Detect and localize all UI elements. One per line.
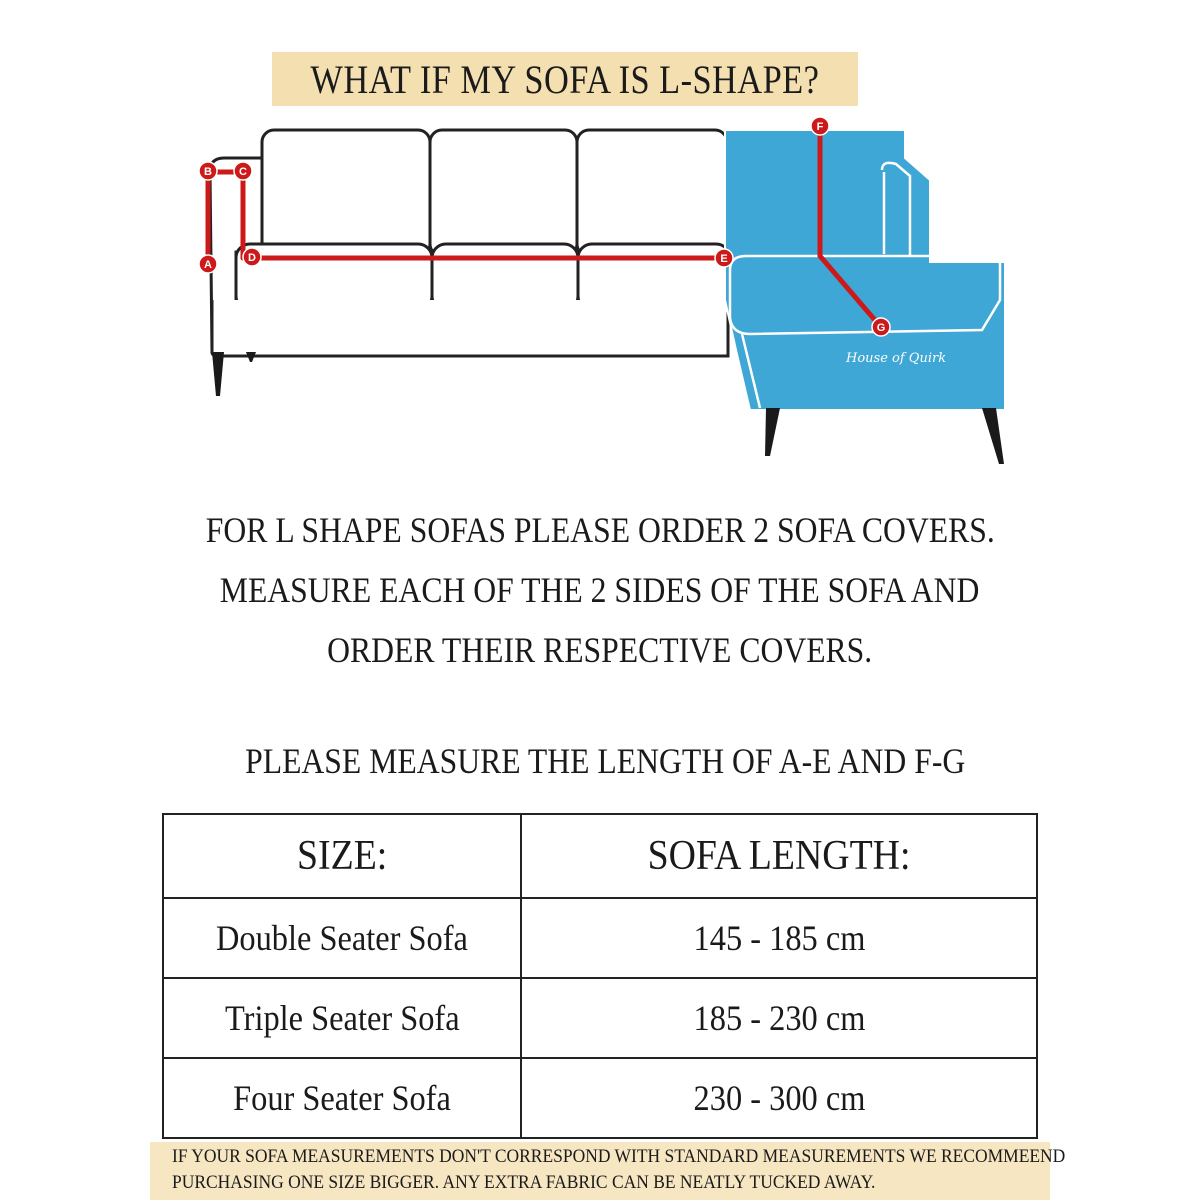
page-title: WHAT IF MY SOFA IS L-SHAPE? [310, 56, 820, 102]
point-d [243, 248, 261, 266]
instruction-line-3: ORDER THEIR RESPECTIVE COVERS. [327, 630, 873, 670]
instruction-line-1: FOR L SHAPE SOFAS PLEASE ORDER 2 SOFA COVERS. [205, 510, 995, 550]
point-a-label: A [204, 259, 212, 271]
point-d-label: D [248, 252, 256, 264]
table-row [163, 1058, 1037, 1138]
size-cell: Double Seater Sofa [163, 898, 521, 978]
table-row [163, 978, 1037, 1058]
size-chart-table [162, 813, 1038, 1139]
point-e-label: E [720, 253, 728, 265]
size-cell: Triple Seater Sofa [163, 978, 521, 1058]
sofa-chaise-section [725, 130, 1005, 410]
brand-watermark: House of Quirk [846, 351, 947, 366]
footnote-line-2: PURCHASING ONE SIZE BIGGER. ANY EXTRA FABRIC CAN BE NEATLY TUCKED AWAY. [172, 1172, 876, 1193]
measure-heading-text: PLEASE MEASURE THE LENGTH OF A-E AND F-G [244, 741, 966, 781]
size-cell: Four Seater Sofa [163, 1058, 521, 1138]
point-e [715, 249, 733, 267]
length-cell: 230 - 300 cm [521, 1058, 1037, 1138]
point-f [811, 117, 829, 135]
footnote-banner [150, 1142, 1066, 1200]
header-size: SIZE: [163, 814, 521, 898]
point-b [199, 162, 217, 180]
l-shape-sofa-diagram [0, 0, 1200, 480]
instructions-text [0, 500, 1200, 680]
point-a [199, 255, 217, 273]
footnote-line-1: IF YOUR SOFA MEASUREMENTS DON'T CORRESPOND WITH STANDARD MEASUREMENTS WE RECOMMEEND [172, 1146, 1066, 1167]
chaise-legs [765, 408, 1004, 464]
point-g-label: G [876, 322, 886, 334]
point-c-label: C [239, 166, 247, 178]
table-header-row [163, 814, 1037, 898]
header-sofa-length: SOFA LENGTH: [521, 814, 1037, 898]
point-b-label: B [204, 166, 212, 178]
point-c [234, 162, 252, 180]
instruction-line-2: MEASURE EACH OF THE 2 SIDES OF THE SOFA AND [220, 570, 980, 610]
length-cell: 145 - 185 cm [521, 898, 1037, 978]
point-g [872, 318, 890, 336]
table-row [163, 898, 1037, 978]
point-f-label: F [816, 121, 824, 133]
length-cell: 185 - 230 cm [521, 978, 1037, 1058]
sofa-main-section [210, 130, 730, 356]
measure-heading [180, 740, 1030, 782]
sofa-legs [212, 352, 256, 396]
